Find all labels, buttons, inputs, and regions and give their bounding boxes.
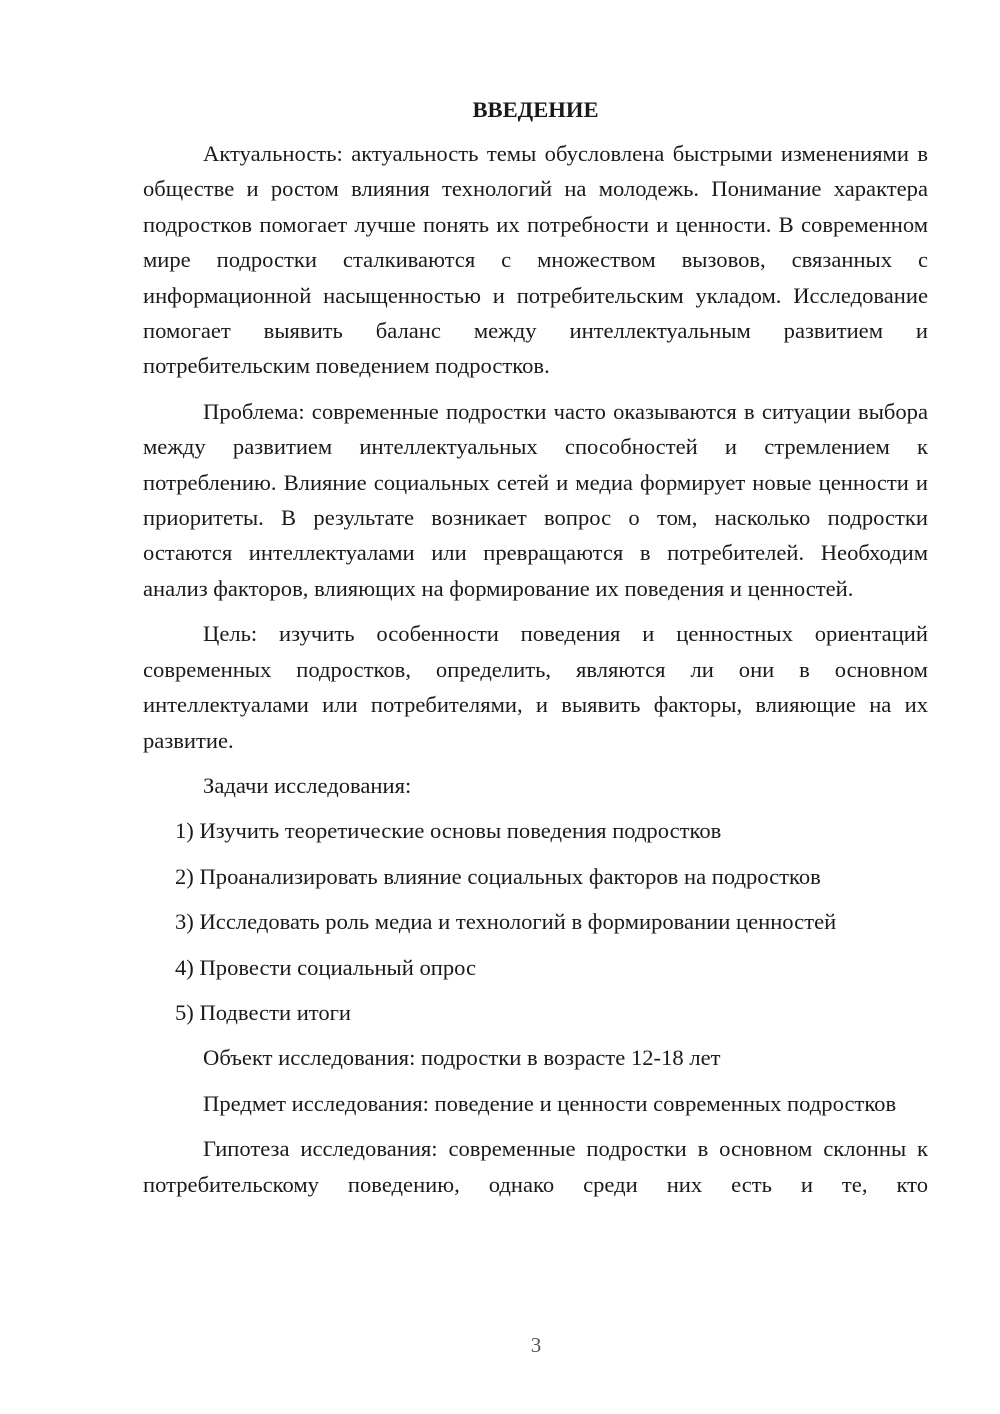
- tasks-list: [143, 813, 928, 1030]
- goal-paragraph: Цель: изучить особенности поведения и ценностных ориентаций современных подростков, определить, являются ли они в основном интеллектуалами или потребителями, и выявить факторы, влияющие на их развитие.: [143, 621, 928, 753]
- page-number: 3: [530, 1333, 542, 1357]
- list-item: 4) Провести социальный опрос: [175, 954, 477, 980]
- relevance-paragraph: Актуальность: актуальность темы обусловлена быстрыми изменениями в обществе и ростом влияния технологий на молодежь. Понимание характера подростков помогает лучше понять их потребности и ценности. В современном мире подростки сталкиваются с множеством вызовов, связанных с информационной насыщенностью и потребительским укладом. Исследование помогает выявить баланс между интеллектуальным развитием и потребительским поведением подростков.: [143, 141, 928, 379]
- subject-paragraph: Предмет исследования: поведение и ценности современных подростков: [203, 1090, 897, 1116]
- list-item: 5) Подвести итоги: [175, 999, 352, 1025]
- list-item: 1) Изучить теоретические основы поведения подростков: [175, 818, 722, 844]
- list-item: 3) Исследовать роль медиа и технологий в формировании ценностей: [175, 909, 837, 935]
- list-item: 2) Проанализировать влияние социальных факторов на подростков: [175, 863, 821, 889]
- document-body: [143, 90, 928, 1212]
- object-paragraph: Объект исследования: подростки в возрасте 12-18 лет: [203, 1045, 721, 1071]
- tasks-heading: Задачи исследования:: [203, 772, 412, 798]
- hypothesis-paragraph: Гипотеза исследования: современные подростки в основном склонны к потребительскому поведению, однако среди них есть и те, кто: [143, 1136, 928, 1197]
- problem-paragraph: Проблема: современные подростки часто оказываются в ситуации выбора между развитием интеллектуальных способностей и стремлением к потреблению. Влияние социальных сетей и медиа формирует новые ценности и приоритеты. В результате возникает вопрос о том, насколько подростки остаются интеллектуалами или превращаются в потребителей. Необходим анализ факторов, влияющих на формирование их поведения и ценностей.: [143, 398, 928, 601]
- section-title: ВВЕДЕНИЕ: [472, 97, 599, 122]
